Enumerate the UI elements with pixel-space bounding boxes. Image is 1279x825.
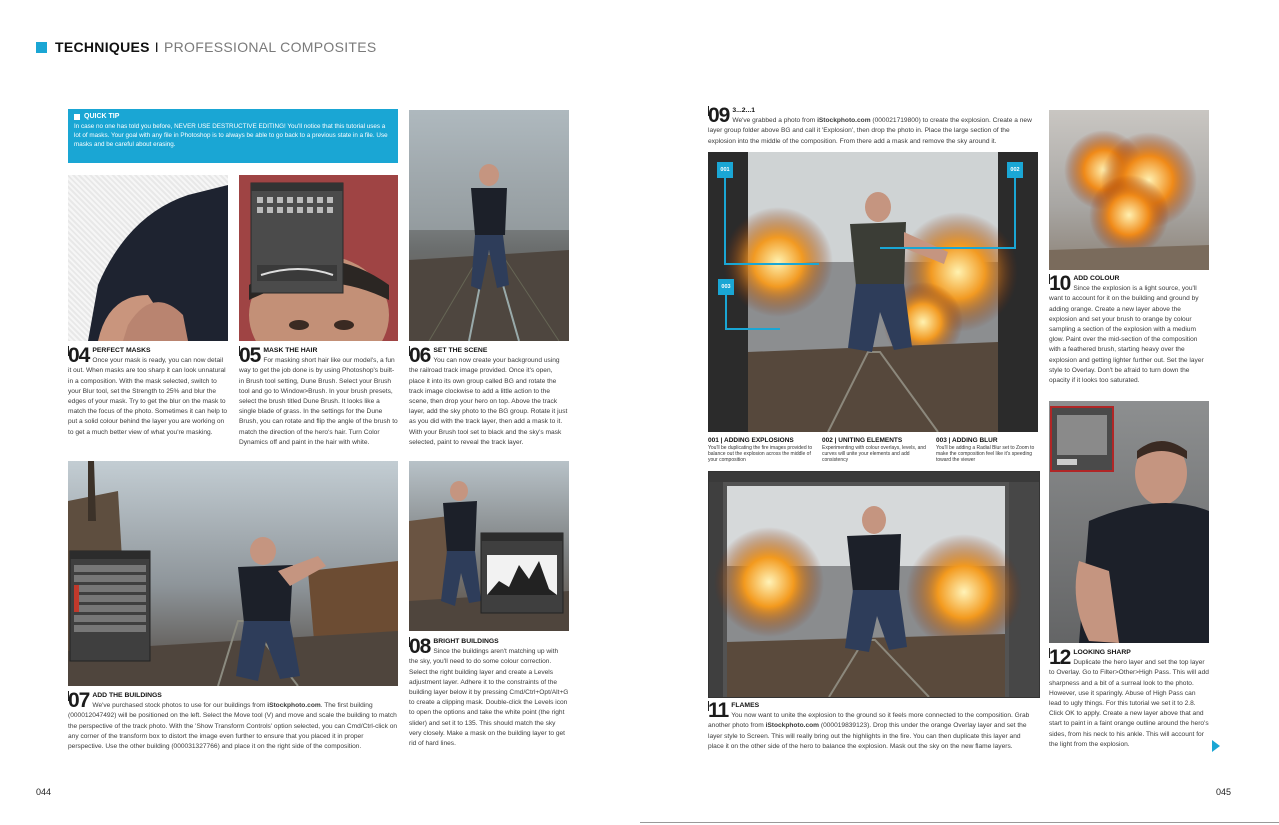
quick-tip-body: In case no one has told you before, NEVER USE DESTRUCTIVE EDITING! You'll notice that this tutorial uses a lot of masks. Your goal with any file in Photoshop is to always be able to go back to a previous state in a file. Use masks and be careful about erasing. — [74, 123, 388, 148]
step-title: ADD COLOUR — [1049, 274, 1209, 284]
callout-badge-003: 003 — [718, 279, 734, 295]
callout-title: 003 | ADDING BLUR — [936, 437, 998, 444]
callout-text: Experimenting with colour overlays, levels, and curves will unite your elements and add consistency — [822, 445, 926, 463]
callout-caption-002 — [822, 437, 928, 463]
callout-caption-003 — [936, 437, 1042, 463]
step-title: FLAMES — [708, 701, 1038, 711]
step-11 — [708, 701, 1038, 752]
step-body-b: (000021719800) to create the explosion. Create a new layer group folder above BG and call it 'Explosion', then drop the photo in. Place the large section of the explosion into the middle of the composition. From there add a mask and remove the sky around it. — [708, 117, 1032, 145]
next-page-arrow-icon — [1212, 740, 1220, 752]
explosion-composite-illustration — [708, 152, 1038, 432]
levels-illustration — [409, 461, 569, 631]
image-bright-buildings — [409, 461, 569, 631]
page-number-right: 045 — [1216, 787, 1232, 797]
image-mask-the-hair — [239, 175, 398, 341]
step-body: You can now create your background using the railroad track image provided. Once it's open, place it into its own group called BG and rotate the track image clockwise to add a little action to the scene, then drop your hero on top. Above the track layer, add the sky photo to the BG group. Rotate it just as you did with the track layer, then add a mask to it. With your Brush tool set to black and the sky's mask selected, paint to reveal the track layer. — [409, 357, 568, 446]
step-body: Duplicate the hero layer and set the top layer to Overlay. Go to Filter>Other>High Pass. This will add sharpness and a bit of a surreal look to the photo. However, use it sparingly. Abuse of High Pass can lead to ugly things. For this tutorial we set it to 2.8. Click OK to apply. Create a new layer above that and start to paint in a faint orange outline around the hero's sides, from his neck to his ankle. This will account for the light from the explosion. — [1049, 659, 1209, 748]
step-body-a: We've grabbed a photo from — [732, 117, 818, 125]
step-body: Since the explosion is a light source, you'll want to account for it on the building and ground by adding orange. Create a new layer above the explosion and set your brush to orange by colour sampling a section of the explosion with a medium glow. Paint over the mid-section of the composition with a feathered brush, starting heavy over the explosion and getting lighter further out. Set the layer style to Overlay. Don't be afraid to turn down the opacity if it looks too saturated. — [1049, 285, 1204, 385]
source-link: iStockphoto.com — [765, 722, 820, 730]
quick-tip-box — [68, 109, 398, 163]
subsection-title: PROFESSIONAL COMPOSITES — [164, 39, 377, 55]
step-number: 05 — [239, 344, 261, 367]
image-explosion-photo — [1049, 110, 1209, 270]
step-title: ADD THE BUILDINGS — [68, 691, 398, 701]
scene-illustration — [409, 110, 569, 341]
callout-badge-002: 002 — [1007, 162, 1023, 178]
image-add-the-buildings — [68, 461, 398, 686]
step-body-a: We've purchased stock photos to use for our buildings from — [92, 702, 268, 710]
step-title: LOOKING SHARP — [1049, 648, 1209, 658]
page-header — [36, 38, 377, 56]
step-05 — [239, 346, 398, 448]
callout-title: 002 | UNITING ELEMENTS — [822, 437, 903, 444]
step-body: Since the buildings aren't matching up with the sky, you'll need to do some colour correction. Select the right building layer and create a Levels adjustment layer. Adhere it to the constraints of the building layer below it by pressing Cmd/Ctrl+Opt/Alt+G to create a clipping mask. Double-click the Levels icon to open the options and take the white point (the right slider) and set it to 135. This should match the sky very closely. Make a mask on the building layer to get rid of hard lines. — [409, 648, 569, 748]
shoulder-illustration — [68, 175, 228, 341]
step-number: 11 — [708, 699, 729, 722]
step-number: 07 — [68, 689, 90, 712]
image-looking-sharp — [1049, 401, 1209, 643]
section-title: TECHNIQUES — [55, 39, 150, 55]
hair-illustration — [239, 175, 398, 341]
step-body: Once your mask is ready, you can now detail it out. When masks are too sharp it can look unnatural in a composition. With the mask selected, switch to your Blur tool, set the Strength to 25% and blur the edges of your mask. Try to get the blur on the mask to match the focus of the photo. Sometimes it can help to put a solid colour behind the layer you are working on to get a much better view of what you're masking. — [68, 357, 228, 436]
callout-line-002-h — [880, 247, 1016, 249]
step-body-b: . The first building (000012047492) will be positioned on the left. Select the Move tool (V) and move and scale the building to match the perspective of the track photo. With the 'Show Transform Controls' option selected, you can Cmd/Ctrl-click on any corner of the transform box to distort the image even further to ensure that you placed it in proper perspective. Use the other building (000031327766) and place it on the right side of the composition. — [68, 702, 398, 751]
image-set-the-scene — [409, 110, 569, 341]
step-body: For masking short hair like our model's, a fun way to get the job done is by using Photoshop's built-in Brush tool setting, Dune Brush. Select your Brush tool and go to Window>Brush. In your brush presets, select the brush titled Dune Brush. It looks like a single blade of grass. In the settings for the Dune Brush, you can rotate and flip the angle of the brush to match the direction of the hero's hair. Turn Color Dynamics off and paint in the hair with white. — [239, 357, 398, 446]
flames-illustration — [709, 472, 1039, 697]
step-10 — [1049, 274, 1209, 386]
step-title: PERFECT MASKS — [68, 346, 228, 356]
image-perfect-masks — [68, 175, 228, 341]
step-04 — [68, 346, 228, 438]
step-number: 06 — [409, 344, 431, 367]
step-title: SET THE SCENE — [409, 346, 569, 356]
image-explosion-composite — [708, 152, 1038, 432]
callout-line-002-v — [1014, 178, 1016, 248]
step-06 — [409, 346, 569, 448]
callout-line-003-h — [725, 328, 780, 330]
source-link: iStockphoto.com — [817, 117, 871, 125]
callout-line-001-h — [724, 263, 819, 265]
callout-caption-001 — [708, 437, 814, 463]
tip-icon — [74, 114, 80, 120]
step-body-b: (000019839123). Drop this under the orange Overlay layer and set the layer style to Screen. This will really bring out the highlights in the fire. You can then duplicate this layer and place it on the other side of the hero to balance the explosion. Mask out the sky on the new flame layers. — [708, 722, 1027, 750]
callout-line-003-v — [725, 295, 727, 329]
callout-title: 001 | ADDING EXPLOSIONS — [708, 437, 794, 444]
callout-text: You'll be duplicating the fire images provided to balance out the explosion across the middle of your composition — [708, 445, 813, 463]
page-number-left: 044 — [36, 787, 52, 797]
source-link: iStockphoto.com — [267, 702, 321, 710]
image-flames — [708, 471, 1040, 698]
callout-badge-001: 001 — [717, 162, 733, 178]
step-title: 3...2...1 — [708, 106, 1038, 116]
step-number: 08 — [409, 635, 431, 658]
hero-portrait-illustration — [1049, 401, 1209, 643]
buildings-illustration — [68, 461, 398, 686]
quick-tip-heading: QUICK TIP — [74, 113, 392, 120]
page-bottom-rule — [640, 822, 1279, 823]
section-marker — [36, 42, 47, 53]
header-separator: I — [154, 39, 159, 55]
step-number: 09 — [708, 104, 730, 127]
explosion-photo-illustration — [1049, 110, 1209, 270]
callout-text: You'll be adding a Radial Blur set to Zoom to make the composition feel like it's speeding toward the viewer — [936, 445, 1035, 463]
step-number: 12 — [1049, 646, 1071, 669]
step-08 — [409, 637, 569, 749]
step-number: 10 — [1049, 272, 1071, 295]
callout-line-001-v — [724, 178, 726, 264]
step-number: 04 — [68, 344, 90, 367]
step-title: BRIGHT BUILDINGS — [409, 637, 569, 647]
step-title: MASK THE HAIR — [239, 346, 398, 356]
step-07 — [68, 691, 398, 752]
step-12 — [1049, 648, 1209, 750]
step-body-a: You now want to unite the explosion to the ground so it feels more connected to the composition. Grab another photo from — [708, 712, 1030, 730]
step-09 — [708, 106, 1038, 147]
